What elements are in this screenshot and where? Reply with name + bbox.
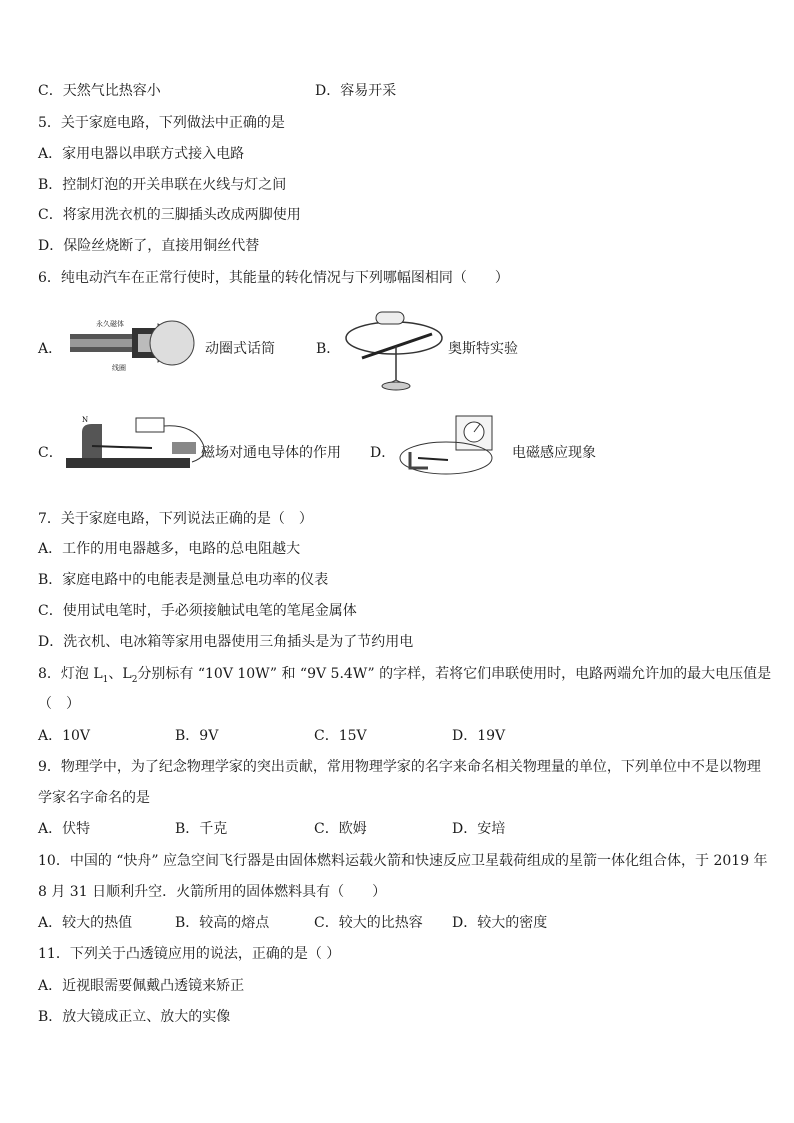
q6-stem: 6．纯电动汽车在正常行使时，其能量的转化情况与下列哪幅图相同（ ） bbox=[38, 270, 509, 286]
q9-option-d: D．安培 bbox=[452, 821, 506, 837]
q9-stem-line2: 学家名字命名的是 bbox=[38, 790, 150, 806]
q6-option-b-letter: B． bbox=[316, 341, 341, 357]
q10-option-a: A．较大的热值 bbox=[38, 915, 133, 931]
q11-stem: 11．下列关于凸透镜应用的说法，正确的是（ ） bbox=[38, 946, 341, 962]
q9-stem-line1: 9．物理学中，为了纪念物理学家的突出贡献，常用物理学家的名字来命名相关物理量的单位，下列单位中不是以物理 bbox=[38, 759, 761, 775]
q5-option-a: A．家用电器以串联方式接入电路 bbox=[38, 146, 245, 162]
q9-option-b: B．千克 bbox=[175, 821, 228, 837]
q8-option-a: A．10V bbox=[38, 728, 91, 744]
q8-stem: 8．灯泡 $L_1$、$L_2$分别标有 “10V 10W” 和 “9V 5.4W” 的字样，若将它们串联使用时，电路两端允许加的最大电压值是 bbox=[38, 666, 772, 685]
q5-option-b: B．控制灯泡的开关串联在火线与灯之间 bbox=[38, 177, 287, 193]
q8-option-b: B．9V bbox=[175, 728, 219, 744]
q6-option-d-label: 电磁感应现象 bbox=[512, 445, 596, 461]
q7-option-b: B．家庭电路中的电能表是测量总电功率的仪表 bbox=[38, 572, 329, 588]
q7-option-d: D．洗衣机、电冰箱等家用电器使用三角插头是为了节约用电 bbox=[38, 634, 414, 650]
q10-option-c: C．较大的比热容 bbox=[314, 915, 423, 931]
electromagnetic-induction-figure bbox=[398, 412, 508, 482]
q11-option-a: A．近视眼需要佩戴凸透镜来矫正 bbox=[38, 978, 245, 994]
q10-option-b: B．较高的熔点 bbox=[175, 915, 270, 931]
q10-stem-line1: 10．中国的 “快舟” 应急空间飞行器是由固体燃料运载火箭和快速反应卫星载荷组成的星箭一体化组合体，于 2019 年 bbox=[38, 853, 768, 869]
q7-stem: 7．关于家庭电路，下列说法正确的是（ ） bbox=[38, 511, 313, 527]
q8-paren: （ ） bbox=[38, 696, 80, 712]
q6-option-d-letter: D． bbox=[370, 445, 396, 461]
microphone-figure bbox=[62, 312, 202, 374]
q10-option-d: D．较大的密度 bbox=[452, 915, 548, 931]
mic-magnet-label: 永久磁体 bbox=[96, 320, 124, 328]
q8-option-d: D．19V bbox=[452, 728, 506, 744]
q11-option-b: B．放大镜成正立、放大的实像 bbox=[38, 1009, 231, 1025]
q4-option-d: D．容易开采 bbox=[315, 83, 397, 99]
q8-option-c: C．15V bbox=[314, 728, 367, 744]
q6-option-c-label: 磁场对通电导体的作用 bbox=[201, 445, 341, 461]
q5-stem: 5．关于家庭电路，下列做法中正确的是 bbox=[38, 115, 285, 131]
mic-coil-label: 线圈 bbox=[112, 364, 126, 372]
q9-option-a: A．伏特 bbox=[38, 821, 91, 837]
q9-option-c: C．欧姆 bbox=[314, 821, 367, 837]
q7-option-c: C．使用试电笔时，手必须接触试电笔的笔尾金属体 bbox=[38, 603, 357, 619]
q5-option-d: D．保险丝烧断了，直接用铜丝代替 bbox=[38, 238, 260, 254]
q6-option-c-letter: C． bbox=[38, 445, 63, 461]
q6-option-b-label: 奥斯特实验 bbox=[448, 341, 518, 357]
motor-principle-figure bbox=[62, 412, 222, 478]
q5-option-c: C．将家用洗衣机的三脚插头改成两脚使用 bbox=[38, 207, 301, 223]
magnet-pole-label: N bbox=[82, 416, 89, 424]
q6-option-a-label: 动圈式话筒 bbox=[205, 341, 275, 357]
q6-option-a-letter: A． bbox=[38, 341, 63, 357]
q4-option-c: C．天然气比热容小 bbox=[38, 83, 161, 99]
q10-stem-line2: 8 月 31 日顺利升空．火箭所用的固体燃料具有（ ） bbox=[38, 884, 387, 900]
oersted-figure bbox=[344, 306, 454, 392]
q7-option-a: A．工作的用电器越多，电路的总电阻越大 bbox=[38, 541, 301, 557]
